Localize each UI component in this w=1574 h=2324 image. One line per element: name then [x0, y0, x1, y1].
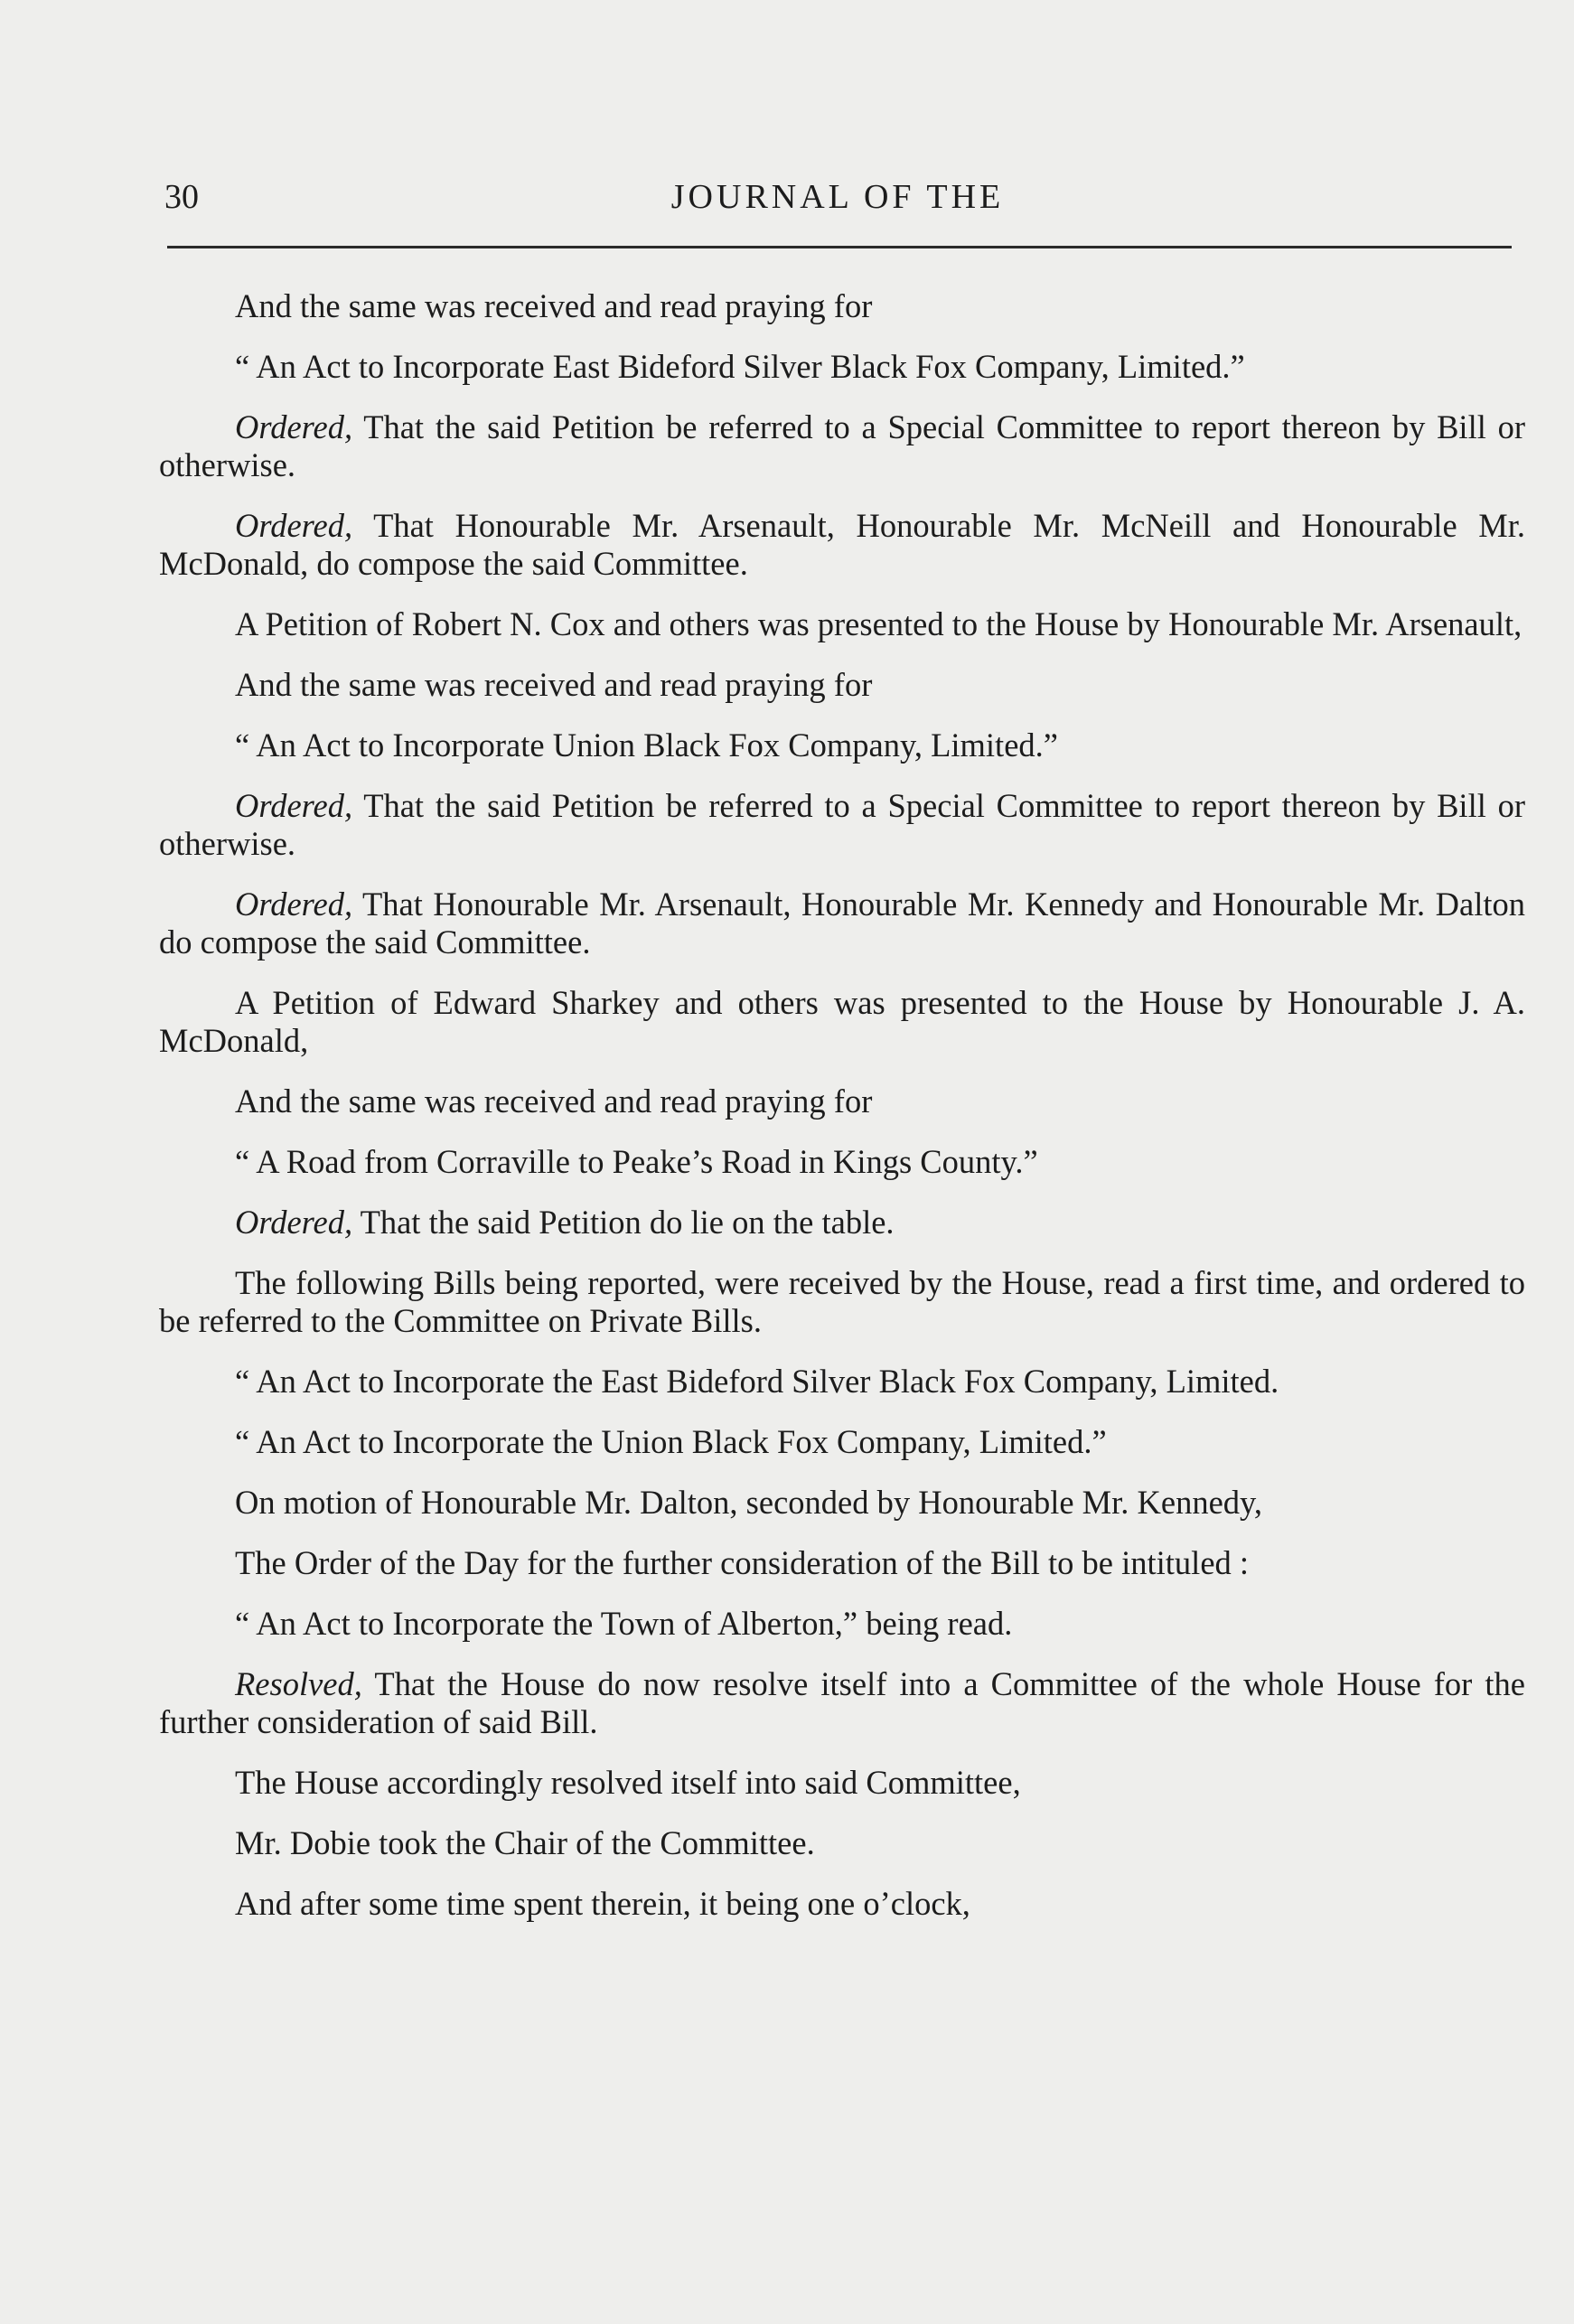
paragraph-lead: Ordered, — [235, 1204, 353, 1241]
paragraph — [159, 1764, 1525, 1802]
paragraph-lead: Ordered, — [235, 886, 353, 923]
paragraph — [159, 1423, 1525, 1461]
paragraph-text: That Honourable Mr. Arsenault, Honourable Mr. Kennedy and Honourable Mr. Dalton do compose the said Committee. — [159, 886, 1526, 961]
paragraph-text: And the same was received and read praying for — [235, 1082, 873, 1120]
paragraph — [159, 1824, 1525, 1862]
paragraph-text: The Order of the Day for the further consideration of the Bill to be intituled : — [235, 1544, 1250, 1581]
paragraph — [159, 1143, 1525, 1181]
paragraph — [159, 1484, 1525, 1522]
paragraph-text: The following Bills being reported, were received by the House, read a first time, and ordered to be referred to the Committee on Private Bills. — [159, 1264, 1525, 1339]
paragraph-text: That the said Petition be referred to a Special Committee to report thereon by Bill or otherwise. — [159, 787, 1525, 862]
paragraph — [159, 666, 1525, 704]
paragraph — [159, 984, 1525, 1060]
paragraph-lead: Ordered, — [235, 787, 353, 824]
paragraph-text: That Honourable Mr. Arsenault, Honourable Mr. McNeill and Honourable Mr. McDonald, do compose the said Committee. — [159, 507, 1525, 582]
paragraph-text: On motion of Honourable Mr. Dalton, seconded by Honourable Mr. Kennedy, — [235, 1484, 1263, 1521]
paragraph-text: That the said Petition do lie on the table. — [360, 1204, 895, 1241]
paragraph-text: And the same was received and read praying for — [235, 287, 873, 324]
paragraph — [159, 1605, 1525, 1643]
paragraph — [159, 1665, 1525, 1741]
paragraph — [159, 1885, 1525, 1923]
paragraph-text: “ A Road from Corraville to Peake’s Road in Kings County.” — [235, 1143, 1038, 1180]
paragraph — [159, 1544, 1525, 1582]
paragraph — [159, 1264, 1525, 1340]
paragraph — [159, 287, 1525, 325]
paragraph-text: That the said Petition be referred to a Special Committee to report thereon by Bill or otherwise. — [159, 408, 1525, 483]
paragraph-text: A Petition of Robert N. Cox and others was presented to the House by Honourable Mr. Arsenault, — [235, 605, 1522, 642]
paragraph-text: And the same was received and read praying for — [235, 666, 873, 703]
paragraph — [159, 1363, 1525, 1401]
paragraph — [159, 787, 1525, 863]
page-number: 30 — [164, 178, 199, 216]
running-title: JOURNAL OF THE — [670, 178, 1005, 216]
paragraph-text: A Petition of Edward Sharkey and others was presented to the House by Honourable J. A. McDonald, — [159, 984, 1525, 1059]
paragraph-text: “ An Act to Incorporate the Town of Alberton,” being read. — [235, 1605, 1013, 1642]
paragraph — [159, 348, 1525, 386]
paragraph-text: “ An Act to Incorporate Union Black Fox Company, Limited.” — [235, 726, 1058, 764]
paragraph — [159, 1204, 1525, 1242]
paragraph-lead: Ordered, — [235, 507, 353, 544]
paragraph-text: “ An Act to Incorporate the Union Black Fox Company, Limited.” — [235, 1423, 1107, 1460]
paragraph-lead: Ordered, — [235, 408, 353, 445]
paragraph — [159, 605, 1525, 643]
paragraph-text: “ An Act to Incorporate the East Bideford Silver Black Fox Company, Limited. — [235, 1363, 1279, 1400]
paragraph — [159, 1082, 1525, 1120]
header-rule — [167, 246, 1512, 248]
paragraph — [159, 886, 1525, 961]
paragraph — [159, 726, 1525, 764]
page-header — [164, 170, 1511, 224]
paragraph-text: “ An Act to Incorporate East Bideford Silver Black Fox Company, Limited.” — [235, 348, 1245, 385]
paragraph-text: That the House do now resolve itself into a Committee of the whole House for the further consideration of said Bill. — [159, 1665, 1525, 1740]
paragraph-lead: Resolved, — [235, 1665, 362, 1702]
journal-body — [159, 287, 1525, 1945]
paragraph-text: The House accordingly resolved itself into said Committee, — [235, 1764, 1021, 1801]
paragraph-text: And after some time spent therein, it being one o’clock, — [235, 1885, 970, 1922]
paragraph-text: Mr. Dobie took the Chair of the Committee. — [235, 1824, 815, 1861]
paragraph — [159, 408, 1525, 484]
paragraph — [159, 507, 1525, 583]
